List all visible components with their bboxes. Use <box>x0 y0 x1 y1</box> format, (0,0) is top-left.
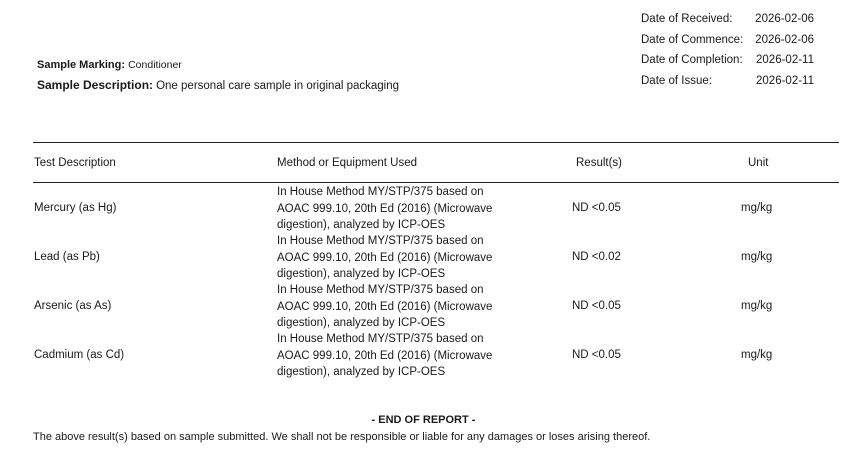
date-value: 2026-02-11 <box>756 54 814 66</box>
method-line: In House Method MY/STP/375 based on <box>277 284 484 296</box>
date-value: 2026-02-06 <box>755 13 814 25</box>
table-header-rule <box>33 182 839 183</box>
header-test-description: Test Description <box>34 157 116 169</box>
method-line: digestion), analyzed by ICP-OES <box>277 366 446 378</box>
date-label: Date of Issue: <box>641 74 712 87</box>
method-line: AOAC 999.10, 20th Ed (2016) (Microwave <box>277 300 493 313</box>
table-row <box>0 331 847 380</box>
method-line: In House Method MY/STP/375 based on <box>277 186 484 198</box>
date-completion-row <box>641 50 841 71</box>
test-description: Arsenic (as As) <box>34 300 112 312</box>
unit-value: mg/kg <box>741 349 773 361</box>
date-label: Date of Received: <box>641 13 733 25</box>
unit-value: mg/kg <box>741 251 773 263</box>
method-line: In House Method MY/STP/375 based on <box>277 333 484 345</box>
method-line: AOAC 999.10, 20th Ed (2016) (Microwave <box>277 349 493 362</box>
table-row <box>0 184 847 233</box>
test-description: Cadmium (as Cd) <box>34 349 125 361</box>
unit-value: mg/kg <box>741 202 773 214</box>
date-label: Date of Completion: <box>641 54 743 66</box>
header-unit: Unit <box>748 157 769 169</box>
date-commence-row <box>641 30 841 51</box>
date-label: Date of Commence: <box>641 33 744 46</box>
test-description: Mercury (as Hg) <box>34 202 117 214</box>
header-results: Result(s) <box>576 157 623 169</box>
disclaimer-text: The above result(s) based on sample submitted. We shall not be responsible or liable for any damages or loses arising thereof. <box>33 431 651 443</box>
date-received-row <box>641 9 841 30</box>
table-top-rule <box>33 142 839 143</box>
sample-description <box>37 75 399 96</box>
result-value: ND <0.02 <box>572 251 621 263</box>
header-method: Method or Equipment Used <box>277 157 417 169</box>
method-used <box>277 282 507 332</box>
method-line: digestion), analyzed by ICP-OES <box>277 219 446 231</box>
sample-description-label: Sample Description: <box>37 78 154 92</box>
report-dates <box>641 9 841 91</box>
table-row <box>0 282 847 331</box>
sample-description-value: One personal care sample in original packaging <box>156 80 400 92</box>
result-value: ND <0.05 <box>572 202 621 214</box>
unit-value: mg/kg <box>741 300 773 312</box>
method-line: AOAC 999.10, 20th Ed (2016) (Microwave <box>277 251 493 264</box>
date-value: 2026-02-11 <box>756 74 814 87</box>
sample-marking-value: Conditioner <box>128 59 182 71</box>
result-value: ND <0.05 <box>572 300 621 312</box>
method-used <box>277 331 507 381</box>
method-line: digestion), analyzed by ICP-OES <box>277 268 446 280</box>
end-of-report: - END OF REPORT - <box>371 414 476 426</box>
method-used <box>277 233 507 283</box>
method-used <box>277 184 507 234</box>
result-value: ND <0.05 <box>572 349 621 361</box>
method-line: digestion), analyzed by ICP-OES <box>277 317 446 329</box>
table-row <box>0 233 847 282</box>
date-value: 2026-02-06 <box>755 33 814 46</box>
sample-info <box>37 55 399 96</box>
method-line: In House Method MY/STP/375 based on <box>277 235 484 247</box>
date-issue-row <box>641 71 841 92</box>
sample-marking <box>37 55 399 75</box>
method-line: AOAC 999.10, 20th Ed (2016) (Microwave <box>277 202 493 215</box>
sample-marking-label: Sample Marking: <box>37 59 126 71</box>
test-description: Lead (as Pb) <box>34 251 100 263</box>
